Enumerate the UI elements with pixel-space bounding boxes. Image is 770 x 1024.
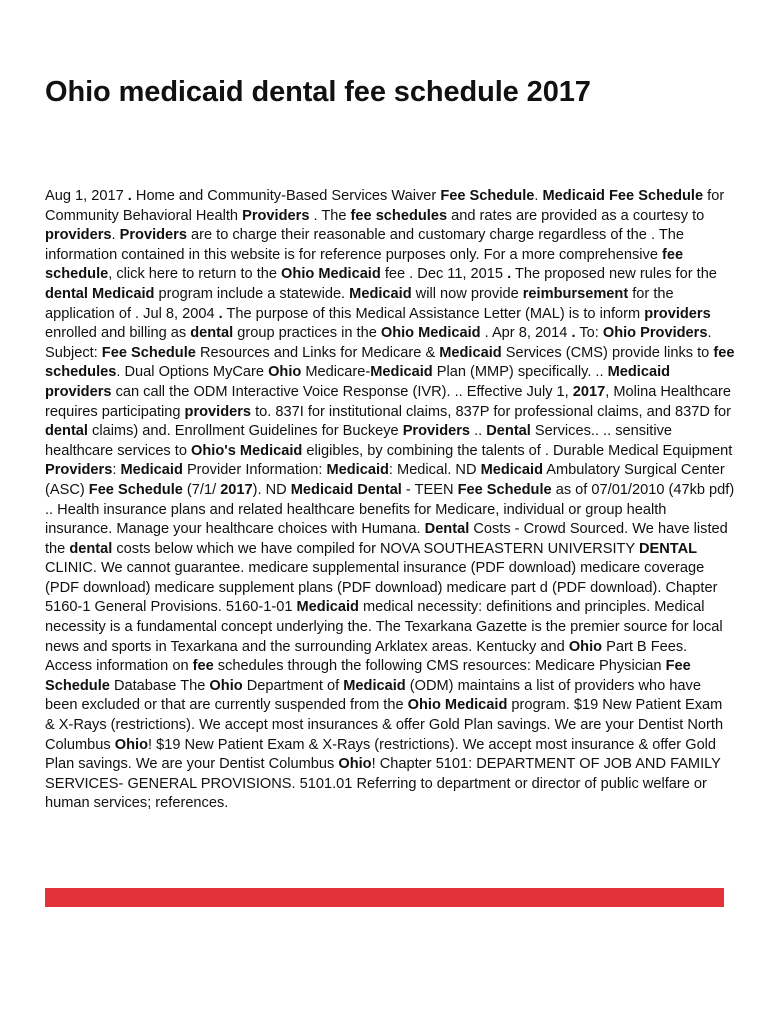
bold-keyword: Medicaid providers — [45, 364, 671, 400]
body-text-run: .. — [470, 423, 487, 440]
body-text-run: , Molina Healthcare requires participating — [45, 383, 731, 420]
body-text-run: claims) and. Enrollment Guidelines for Buckeye — [87, 423, 403, 440]
body-text-run: program. $19 New Patient Exam & X-Rays (restrictions). We accept most insurances & offer Gold Plan savings. We are your Dentist North Columbus — [45, 697, 724, 753]
body-text-run: enrolled and billing as — [45, 325, 191, 342]
bold-keyword: dental — [69, 540, 113, 557]
document-body — [45, 187, 735, 814]
body-text-run: medical necessity: definitions and principles. Medical necessity is a fundamental concept underlying the. The Texarkana Gazette is the premier source for local news and sports in Texarkana and the surrounding Arklatex areas. Kentucky and — [45, 599, 723, 655]
bold-keyword: . — [571, 325, 576, 342]
body-text-run: Database The — [109, 677, 210, 694]
bold-keyword: Providers — [402, 423, 471, 440]
bold-keyword: dental — [190, 325, 234, 342]
bold-keyword: Ohio — [209, 677, 243, 694]
body-text-run: (ODM) maintains a list of providers who have been excluded or that are currently suspended from the — [45, 677, 701, 714]
bold-keyword: Medicaid — [439, 344, 502, 361]
bold-keyword: Medicaid — [326, 462, 389, 479]
bold-keyword: Medicaid — [296, 599, 359, 616]
bold-keyword: . — [218, 305, 223, 322]
bold-keyword: Ohio Providers — [602, 325, 708, 342]
bold-keyword: providers — [45, 227, 112, 244]
body-text-run: and rates are provided as a courtesy to — [447, 207, 705, 224]
bold-keyword: dental Medicaid — [45, 285, 155, 302]
bold-keyword: Fee Schedule — [88, 481, 183, 498]
bold-keyword: Ohio — [114, 736, 149, 753]
body-text-run: Plan (MMP) specifically. .. — [432, 364, 608, 381]
body-text-run: . Dual Options MyCare — [116, 364, 269, 381]
bold-keyword: . — [127, 188, 132, 204]
body-text-run: ! $19 New Patient Exam & X-Rays (restrictions). We accept most insurance & offer Gold Plan savings. We are your Dentist Columbus — [45, 736, 717, 773]
document-title: Ohio medicaid dental fee schedule 2017 — [45, 76, 591, 108]
bold-keyword: reimbursement — [522, 285, 629, 302]
bold-keyword: providers — [644, 305, 711, 322]
body-text-run: schedules through the following CMS resources: Medicare Physician — [213, 658, 666, 675]
body-text-run: for the application of . Jul 8, 2004 — [45, 285, 674, 322]
body-text-run: Aug 1, 2017 — [45, 188, 128, 204]
body-text-run: The proposed new rules for the — [511, 266, 717, 283]
bold-keyword: Ohio — [568, 638, 603, 655]
body-text-run: Costs - Crowd Sourced. We have listed the — [45, 521, 728, 557]
body-text-run: - TEEN — [401, 481, 458, 498]
body-text-run: Services.. .. sensitive healthcare services to — [45, 423, 672, 459]
body-text-run: . The — [309, 207, 351, 224]
red-divider-bar — [45, 888, 724, 907]
body-text-run: ! Chapter 5101: DEPARTMENT OF JOB AND FAMILY SERVICES- GENERAL PROVISIONS. 5101.01 Referring to department or director of public welfare or human services; references. — [45, 756, 721, 812]
bold-keyword: Providers — [45, 462, 113, 479]
body-text-run: (7/1/ — [182, 481, 221, 498]
body-text-run: can call the ODM Interactive Voice Response (IVR). .. Effective July 1, — [111, 383, 573, 400]
bold-keyword: fee — [192, 658, 214, 675]
body-text-run: Department of — [242, 677, 344, 694]
bold-keyword: Ohio Medicaid — [281, 266, 381, 283]
body-text-run: . Apr 8, 2014 — [480, 325, 572, 342]
bold-keyword: Ohio's Medicaid — [191, 442, 303, 459]
body-text-run: . — [534, 188, 543, 204]
bold-keyword: providers — [184, 403, 252, 420]
body-text-run: group practices in the — [233, 325, 381, 342]
body-text-run: CLINIC. We cannot guarantee. medicare supplemental insurance (PDF download) medicare coverage (PDF download) medicare supplement plans (PDF download) medicare part d (PDF download). Chapter 5160-1 General Provisions. 5160-1-01 — [45, 560, 718, 616]
bold-keyword: Medicaid — [480, 462, 544, 479]
body-text-run: Resources and Links for Medicare & — [195, 344, 440, 361]
body-text-run: fee . Dec 11, 2015 — [380, 266, 508, 283]
bold-keyword: Fee Schedule — [457, 481, 552, 498]
bold-keyword: Medicaid Dental — [290, 481, 402, 498]
body-text-run: Medicare- — [301, 364, 371, 381]
bold-keyword: Fee Schedule — [440, 188, 535, 204]
body-text-run: ). ND — [252, 481, 291, 498]
body-text-run: : — [112, 462, 121, 479]
body-text-run: as of 07/01/2010 (47kb pdf) .. Health insurance plans and related healthcare benefits for Medicare, individual or group health insurance. Manage your healthcare choices with Humana. — [45, 481, 735, 538]
bold-keyword: dental — [45, 423, 88, 440]
body-text-run: . — [111, 227, 120, 244]
body-text-run: Part B Fees. Access information on — [45, 638, 688, 675]
bold-keyword: 2017 — [572, 383, 606, 400]
bold-keyword: fee schedules — [350, 207, 448, 224]
bold-keyword: . — [507, 266, 512, 283]
bold-keyword: Ohio Medicaid — [380, 325, 481, 342]
bold-keyword: fee schedule — [45, 246, 684, 283]
body-text-run: are to charge their reasonable and customary charge regardless of the . The information contained in this website is for reference purposes only. For a more comprehensive — [45, 227, 684, 263]
bold-keyword: Medicaid Fee Schedule — [542, 188, 704, 204]
body-text-run: will now provide — [411, 285, 523, 302]
bold-keyword: Ohio — [268, 364, 302, 381]
bold-keyword: Providers — [119, 227, 187, 244]
body-text-run: To: — [575, 325, 603, 342]
body-text-run: to. 837I for institutional claims, 837P for professional claims, and 837D for — [251, 403, 731, 420]
bold-keyword: Medicaid — [120, 462, 183, 479]
bold-keyword: Medicaid — [349, 285, 412, 302]
body-text-run: : Medical. ND — [388, 462, 481, 479]
bold-keyword: Medicaid — [370, 364, 433, 381]
bold-keyword: Medicaid — [343, 677, 406, 694]
bold-keyword: Providers — [242, 207, 310, 224]
body-text-run: Ambulatory Surgical Center (ASC) — [45, 462, 725, 498]
bold-keyword: Dental — [424, 521, 470, 538]
bold-keyword: Fee Schedule — [45, 658, 691, 694]
body-text-run: , click here to return to the — [108, 266, 282, 283]
body-text-run: eligibles, by combining the talents of . Durable Medical Equipment — [302, 442, 733, 459]
body-text-run: costs below which we have compiled for NOVA SOUTHEASTERN UNIVERSITY — [112, 540, 639, 557]
bold-keyword: 2017 — [220, 481, 253, 498]
bold-keyword: DENTAL — [638, 540, 698, 557]
bold-keyword: Ohio Medicaid — [407, 697, 508, 714]
bold-keyword: Fee Schedule — [101, 344, 196, 361]
bold-keyword: Dental — [486, 423, 531, 440]
body-text-run: for Community Behavioral Health — [45, 188, 725, 224]
body-text-run: . Subject: — [45, 325, 712, 361]
body-text-run: Provider Information: — [182, 462, 327, 479]
bold-keyword: Ohio — [338, 756, 372, 773]
bold-keyword: fee schedules — [45, 344, 735, 381]
body-text-run: program include a statewide. — [154, 285, 350, 302]
body-text-run: Services (CMS) provide links to — [501, 344, 714, 361]
body-text-run: The purpose of this Medical Assistance Letter (MAL) is to inform — [222, 305, 645, 322]
body-text-run: Home and Community-Based Services Waiver — [131, 188, 441, 204]
